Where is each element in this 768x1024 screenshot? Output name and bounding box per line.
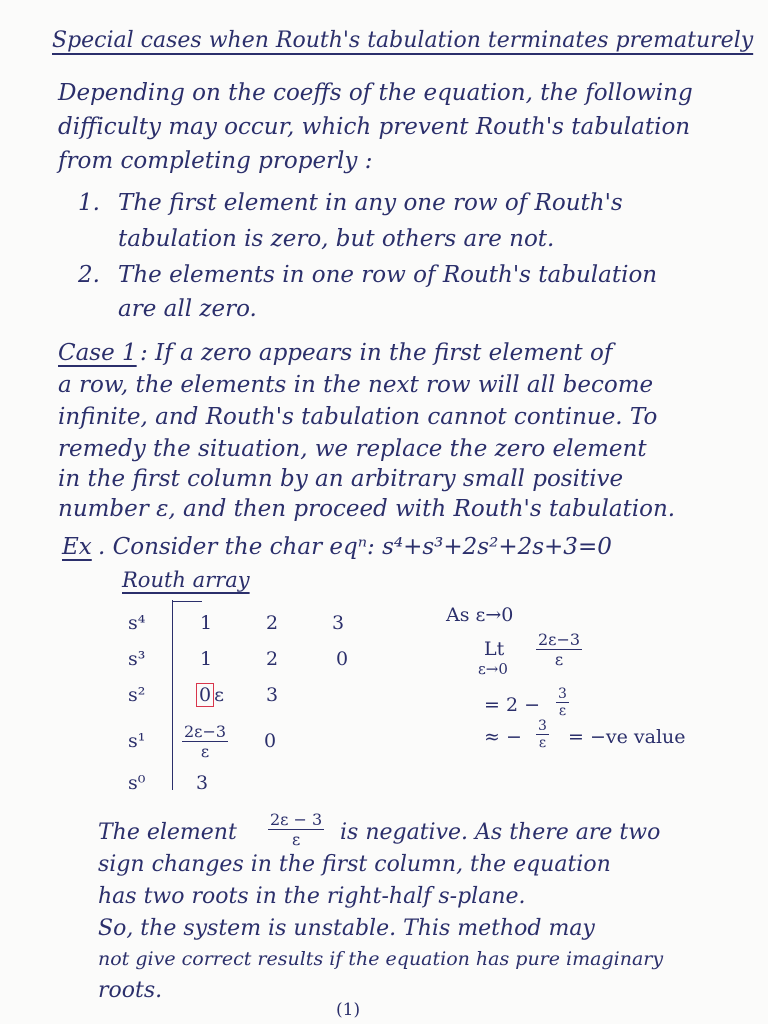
limit-fraction xyxy=(536,630,582,669)
example-label: Ex xyxy=(62,534,92,560)
case1-line-5: in the first column by an arbitrary small positive xyxy=(58,466,624,492)
limit-numerator: 2ε−3 xyxy=(538,630,581,649)
limit-eq2-suffix: = −ve value xyxy=(568,726,686,748)
case1-line-1: : If a zero appears in the first element of xyxy=(140,340,613,366)
item-2-line-1: The elements in one row of Routh's tabulation xyxy=(118,262,658,288)
conclusion-denominator: ε xyxy=(291,830,301,849)
row-s1-c1-numerator: 2ε−3 xyxy=(184,722,227,741)
row-s1-c1-fraction xyxy=(182,722,228,761)
row-s1-c2: 0 xyxy=(264,730,277,752)
item-1-number: 1. xyxy=(78,190,100,216)
case1-line-2: a row, the elements in the next row will all become xyxy=(58,372,654,398)
conclusion-line-3: So, the system is unstable. This method may xyxy=(98,916,595,941)
item-1-line-1: The first element in any one row of Routh's xyxy=(118,190,623,216)
limit-as: As ε→0 xyxy=(446,604,514,626)
limit-eq2-fraction xyxy=(536,718,549,751)
epsilon-replacement: ε xyxy=(214,684,224,706)
zero-element-box: 0 xyxy=(196,683,214,707)
conclusion-numerator: 2ε − 3 xyxy=(270,810,323,829)
conclusion-fraction xyxy=(268,810,324,849)
intro-line-3: from completing properly : xyxy=(58,148,373,174)
array-vertical-divider xyxy=(172,600,173,790)
conclusion-line-5: roots. xyxy=(98,978,163,1003)
row-s2-c1 xyxy=(196,684,224,706)
row-s0-c1: 3 xyxy=(196,772,209,794)
intro-line-2: difficulty may occur, which prevent Routh's tabulation xyxy=(58,114,691,140)
page-title: Special cases when Routh's tabulation terminates prematurely xyxy=(52,28,754,53)
conclusion-suffix: is negative. As there are two xyxy=(340,820,661,845)
row-s2-c2: 3 xyxy=(266,684,279,706)
item-2-line-2: are all zero. xyxy=(118,296,257,322)
conclusion-prefix: The element xyxy=(98,820,237,845)
row-s3-c2: 2 xyxy=(266,648,279,670)
row-s3-c1: 1 xyxy=(200,648,213,670)
limit-denominator: ε xyxy=(554,650,564,669)
limit-eq1-fraction xyxy=(556,686,569,719)
array-top-tick xyxy=(172,601,202,602)
case1-line-4: remedy the situation, we replace the zero element xyxy=(58,436,647,462)
conclusion-line-4: not give correct results if the equation has pure imaginary xyxy=(98,948,664,970)
row-s4-c3: 3 xyxy=(332,612,345,634)
case1-label: Case 1 xyxy=(58,340,137,366)
example-equation: . Consider the char eqⁿ: s⁴+s³+2s²+2s+3=0 xyxy=(98,534,612,560)
conclusion-line-1: sign changes in the first column, the equation xyxy=(98,852,611,877)
row-label-s0: s⁰ xyxy=(128,772,146,794)
row-label-s1: s¹ xyxy=(128,730,146,752)
limit-eq2-denominator: ε xyxy=(538,735,547,751)
row-s4-c1: 1 xyxy=(200,612,213,634)
page-number: (1) xyxy=(336,1000,361,1020)
row-label-s3: s³ xyxy=(128,648,146,670)
limit-eq2-prefix: ≈ − xyxy=(484,726,522,748)
item-1-line-2: tabulation is zero, but others are not. xyxy=(118,226,555,252)
row-s1-c1-denominator: ε xyxy=(200,742,210,761)
row-label-s2: s² xyxy=(128,684,146,706)
row-s3-c3: 0 xyxy=(336,648,349,670)
limit-eq1-prefix: = 2 − xyxy=(484,694,541,716)
case1-line-6: number ε, and then proceed with Routh's tabulation. xyxy=(58,496,676,522)
conclusion-line-2: has two roots in the right-half s-plane. xyxy=(98,884,526,909)
row-label-s4: s⁴ xyxy=(128,612,146,634)
intro-line-1: Depending on the coeffs of the equation, the following xyxy=(58,80,693,106)
limit-eq1-numerator: 3 xyxy=(558,686,567,702)
limit-eq2-numerator: 3 xyxy=(538,718,547,734)
case1-line-3: infinite, and Routh's tabulation cannot continue. To xyxy=(58,404,658,430)
limit-under: ε→0 xyxy=(478,660,508,678)
row-s4-c2: 2 xyxy=(266,612,279,634)
limit-eq1-denominator: ε xyxy=(558,703,567,719)
routh-array-title: Routh array xyxy=(122,568,250,592)
item-2-number: 2. xyxy=(78,262,100,288)
limit-lt: Lt xyxy=(484,638,505,660)
